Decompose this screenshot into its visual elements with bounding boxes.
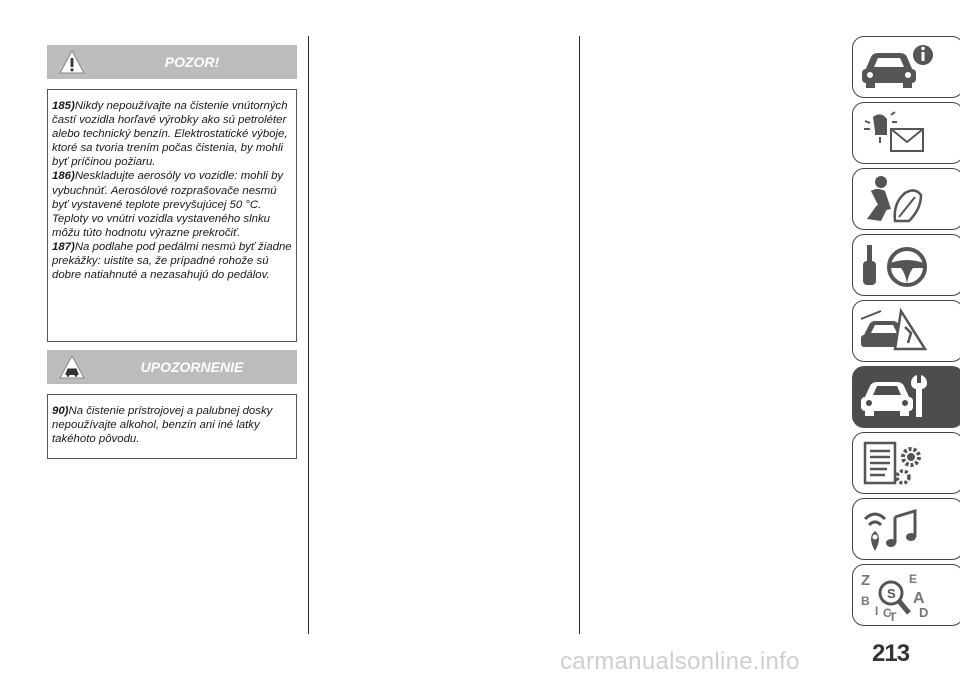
tab-specifications[interactable] xyxy=(852,432,960,494)
item-text: Neskladujte aerosóly vo vozidle: mohli by vybuchnúť. Aerosólové rozprašovače nesmú byť vystavené teplote prevyšujúcej 50 °C. Teploty vo vnútri vozidla vystaveného slnku môžu túto hodnotu výrazne prekročiť. xyxy=(52,170,284,239)
tab-key-steering[interactable] xyxy=(852,234,960,296)
page-number: 213 xyxy=(872,640,910,667)
item-number: 187) xyxy=(52,240,75,253)
seat-airbag-icon xyxy=(859,173,933,225)
tab-warning-lights[interactable] xyxy=(852,102,960,164)
tab-seat-airbag[interactable] xyxy=(852,168,960,230)
item-text: Na čistenie prístrojovej a palubnej dosky nepoužívajte alkohol, benzín ani iné latky takéhoto pôvodu. xyxy=(52,405,273,446)
svg-text:D: D xyxy=(919,605,929,620)
notice-box xyxy=(47,394,297,459)
item-text: Na podlahe pod pedálmi nesmú byť žiadne prekážky: uistite sa, že prípadné rohože sú dobre natiahnuté a nezasahujú do pedálov. xyxy=(52,240,292,282)
watermark: carmanualsonline.info xyxy=(560,648,800,675)
warning-item xyxy=(52,169,293,239)
tab-car-maintenance[interactable] xyxy=(852,366,960,428)
tab-car-info[interactable] xyxy=(852,36,960,98)
item-number: 90) xyxy=(52,405,69,417)
key-steering-wheel-icon xyxy=(859,239,933,291)
svg-text:C: C xyxy=(883,606,892,620)
item-number: 185) xyxy=(52,100,75,112)
notice-item xyxy=(52,404,293,446)
warning-box xyxy=(47,89,297,342)
notice-title: UPOZORNENIE xyxy=(140,359,244,375)
column-divider-right xyxy=(579,36,580,634)
multimedia-icon xyxy=(859,503,933,555)
warning-item xyxy=(52,240,293,282)
tab-index[interactable] xyxy=(852,564,960,626)
warning-title: POZOR! xyxy=(164,54,220,70)
tab-multimedia[interactable] xyxy=(852,498,960,560)
svg-text:Z: Z xyxy=(861,572,871,589)
notice-header xyxy=(47,350,297,384)
svg-text:B: B xyxy=(861,594,870,608)
svg-text:E: E xyxy=(909,572,918,586)
item-number: 186) xyxy=(52,170,75,183)
emergency-icon xyxy=(859,305,933,357)
svg-text:I: I xyxy=(875,604,879,618)
warning-header xyxy=(47,45,297,79)
item-text: Nikdy nepoužívajte na čistenie vnútorných častí vozidla horľavé výrobky ako sú petroléter alebo technický benzín. Elektrostatické výboje, ktoré sa tvoria trením počas čistenia, by mohli byť príčinou požiaru. xyxy=(52,100,288,169)
svg-text:S: S xyxy=(887,586,896,601)
warning-lights-icon xyxy=(859,107,933,159)
car-info-icon xyxy=(859,41,933,93)
car-wrench-icon xyxy=(859,371,933,423)
alphabetical-index-icon xyxy=(859,569,933,621)
specs-gear-icon xyxy=(859,437,933,489)
svg-text:A: A xyxy=(913,590,925,607)
svg-text:T: T xyxy=(889,610,897,621)
column-divider-left xyxy=(308,36,309,634)
warning-item xyxy=(52,99,293,169)
tab-emergency[interactable] xyxy=(852,300,960,362)
